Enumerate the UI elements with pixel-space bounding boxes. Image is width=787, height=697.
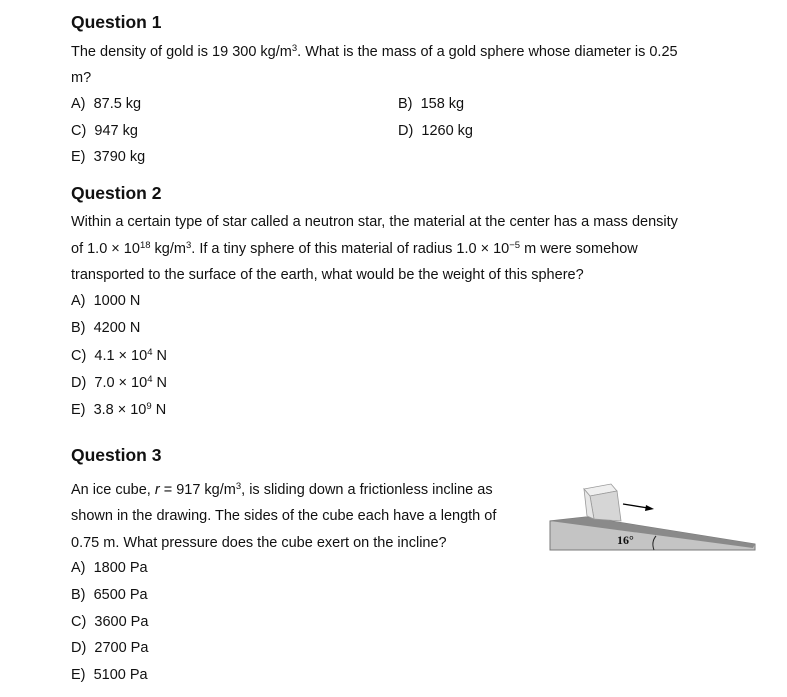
q3-option-a[interactable]: A) 1800 Pa [71,560,148,576]
q3-option-b[interactable]: B) 6500 Pa [71,587,148,603]
question-2-text-line-2: of $1.0 \times 10^{18}$ $kg/m^3$. If a tiny sphere of this material of radius $1.0 \times 10^{-5}$ m were somehow [71,240,638,257]
question-2-text-line-1: Within a certain type of star called a neutron star, the material at the center has a mass density [71,214,678,230]
q1-option-d[interactable]: D) 1260 kg [398,123,473,139]
question-1-text-line-2: m? [71,70,92,86]
question-3-title: Question 3 [71,445,162,465]
velocity-arrow [623,504,648,508]
q3-option-c[interactable]: C) 3600 Pa [71,614,149,630]
q2-option-d[interactable]: D) $7.0 \times 10^4$ N [71,374,167,391]
question-2-text-line-3: transported to the surface of the earth, what would be the weight of this sphere? [71,267,584,283]
question-1-title: Question 1 [71,12,162,32]
question-3-text-line-2: shown in the drawing. The sides of the cube each have a length of [71,508,497,524]
question-3-text-line-3: 0.75 m. What pressure does the cube exert on the incline? [71,535,447,551]
q1-option-e[interactable]: E) 3790 kg [71,149,146,165]
q2-option-a[interactable]: A) 1000 N [71,293,141,309]
arrow-head-icon [645,505,654,511]
incline-figure [545,474,757,554]
q2-option-e[interactable]: E) $3.8 \times 10^9$ N [71,401,167,418]
q2-option-c[interactable]: C) $4.1 \times 10^4$ N [71,347,167,364]
q1-option-b[interactable]: B) 158 kg [398,96,465,112]
q1-option-c[interactable]: C) 947 kg [71,123,138,139]
ice-cube [584,484,621,521]
question-1-text-line-1: The density of gold is 19 300 $kg/m^3$. What is the mass of a gold sphere whose diameter is 0.25 [71,43,678,60]
question-2-title: Question 2 [71,183,162,203]
q1-option-a[interactable]: A) 87.5 kg [71,96,142,112]
q3-option-d[interactable]: D) 2700 Pa [71,640,149,656]
q3-option-e[interactable]: E) 5100 Pa [71,667,148,683]
angle-label: 16° [617,533,634,547]
q2-option-b[interactable]: B) 4200 N [71,320,141,336]
question-3-text-line-1: An ice cube, r = 917 $kg/m^3$, is sliding down a frictionless incline as [71,481,493,498]
